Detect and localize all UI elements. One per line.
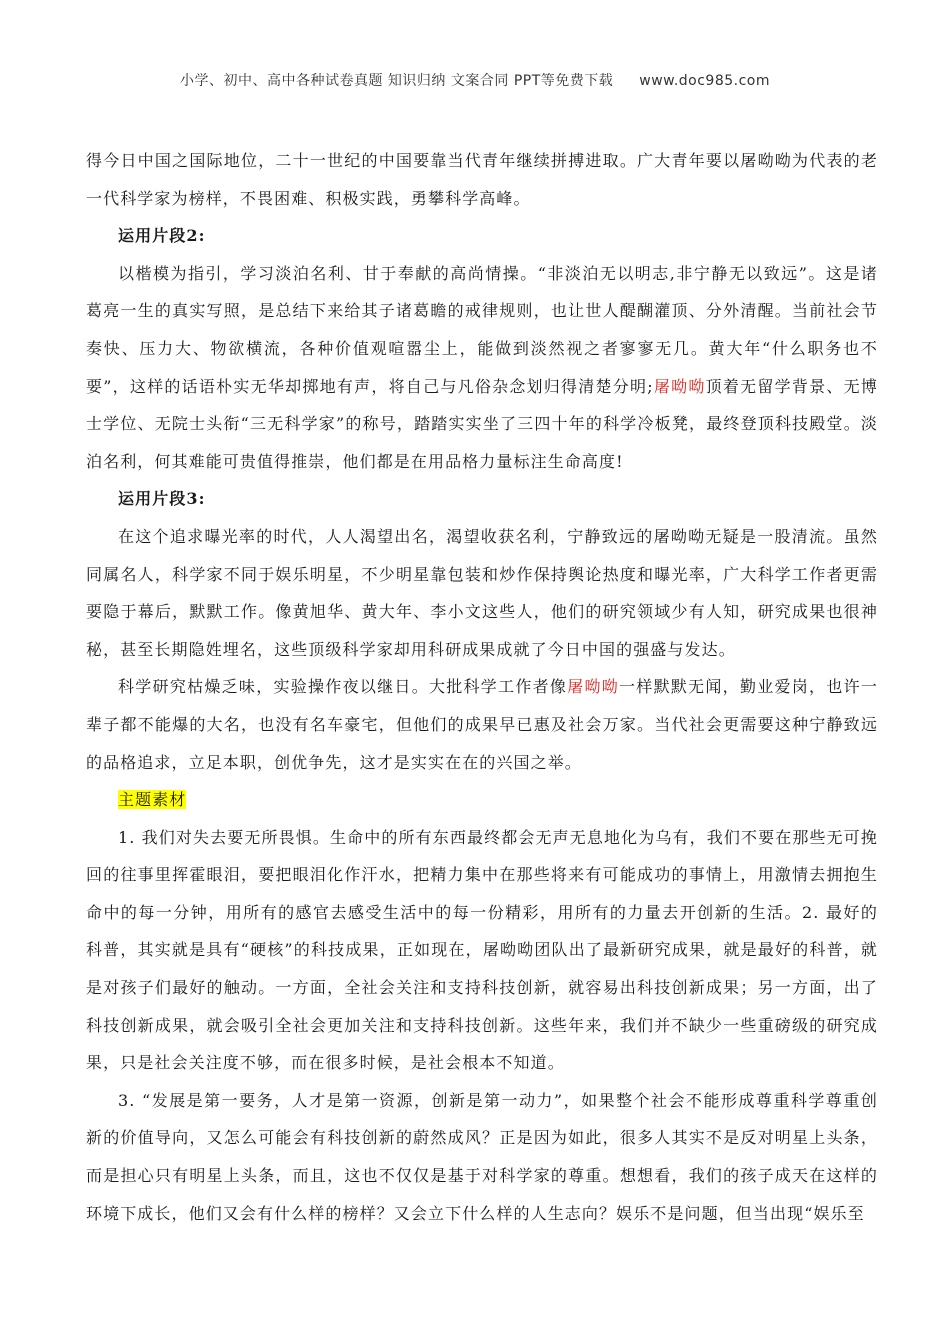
paragraph-section-2 bbox=[86, 255, 878, 481]
section-heading-3: 运用片段3: bbox=[118, 489, 206, 509]
paragraph-text: 科学研究枯燥乏味，实验操作夜以继日。大批科学工作者像 bbox=[118, 677, 568, 697]
material-paragraph-1: 1. 我们对失去要无所畏惧。生命中的所有东西最终都会无声无息地化为乌有，我们不要在那些无可挽回的往事里挥霍眼泪，要把眼泪化作汗水，把精力集中在那些将来有可能成功的事情上，用激情去拥抱生命中的每一分钟，用所有的感官去感受生活中的每一份精彩，用所有的力量去开创新的生活。2. 最好的科普，其实就是具有“硬核”的科技成果，正如现在，屠呦呦团队出了最新研究成果，就是最好的科普，就是对孩子们最好的触动。一方面，全社会关注和支持科技创新，就容易出科技创新成果；另一方面，出了科技创新成果，就会吸引全社会更加关注和支持科技创新。这些年来，我们并不缺少一些重磅级的研究成果，只是社会关注度不够，而在很多时候，是社会根本不知道。 bbox=[86, 827, 878, 1073]
material-paragraph-3: 3. “发展是第一要务，人才是第一资源，创新是第一动力”，如果整个社会不能形成尊重科学尊重创新的价值导向，又怎么可能会有科技创新的蔚然成风？正是因为如此，很多人其实不是反对明星上头条，而是担心只有明星上头条，而且，这也不仅仅是基于对科学家的尊重。想想看，我们的孩子成天在这样的环境下成长，他们又会有什么样的榜样？又会立下什么样的人生志向？娱乐不是问题，但当出现“娱乐至 bbox=[86, 1090, 878, 1223]
highlighted-name: 屠呦呦 bbox=[567, 677, 620, 697]
paragraph-section-3b bbox=[86, 668, 878, 781]
header-site-link[interactable]: www.doc985.com bbox=[639, 73, 771, 89]
paragraph-section-3: 在这个追求曝光率的时代，人人渴望出名，渴望收获名利，宁静致远的屠呦呦无疑是一股清流。虽然同属名人，科学家不同于娱乐明星，不少明星靠包装和炒作保持舆论热度和曝光率，广大科学工作者更需要隐于幕后，默默工作。像黄旭华、黄大年、李小文这些人，他们的研究领域少有人知，研究成果也很神秘，甚至长期隐姓埋名，这些顶级科学家却用科研成果成就了今日中国的强盛与发达。 bbox=[86, 526, 878, 659]
highlighted-name: 屠呦呦 bbox=[653, 376, 706, 396]
section-heading-2: 运用片段2: bbox=[118, 226, 206, 246]
header-text: 小学、初中、高中各种试卷真题 知识归纳 文案合同 PPT等免费下载 bbox=[179, 73, 614, 89]
paragraph-text: 一样默默无闻，勤业爱岗，也许一辈子都不能爆的大名，也没有名车豪宅，但他们的成果早已惠及社会万家。当代社会更需要这种宁静致远的品格追求，立足本职，创优争先，这才是实实在在的兴国之举。 bbox=[86, 677, 878, 772]
theme-label: 主题素材 bbox=[118, 790, 187, 810]
theme-heading bbox=[86, 781, 878, 819]
paragraph-text: 以楷模为指引，学习淡泊名利、甘于奉献的高尚情操。“非淡泊无以明志,非宁静无以致远”。这是诸葛亮一生的真实写照，是总结下来给其子诸葛瞻的戒律规则，也让世人醍醐灌顶、分外清醒。当前社会节奏快、压力大、物欲横流，各种价值观喧嚣尘上，能做到淡然视之者寥寥无几。黄大年“什么职务也不要”，这样的话语朴实无华却掷地有声，将自己与凡俗杂念划归得清楚分明; bbox=[86, 263, 878, 396]
page-header bbox=[0, 70, 950, 90]
paragraph-continuation: 得今日中国之国际地位，二十一世纪的中国要靠当代青年继续拼搏进取。广大青年要以屠呦呦为代表的老一代科学家为榜样，不畏困难、积极实践，勇攀科学高峰。 bbox=[86, 151, 878, 208]
document-body bbox=[86, 142, 878, 1232]
paragraph-text: 顶着无留学背景、无博士学位、无院士头衔“三无科学家”的称号，踏踏实实坐了三四十年的科学冷板凳，最终登顶科技殿堂。淡泊名利，何其难能可贵值得推崇，他们都是在用品格力量标注生命高度! bbox=[86, 376, 878, 471]
